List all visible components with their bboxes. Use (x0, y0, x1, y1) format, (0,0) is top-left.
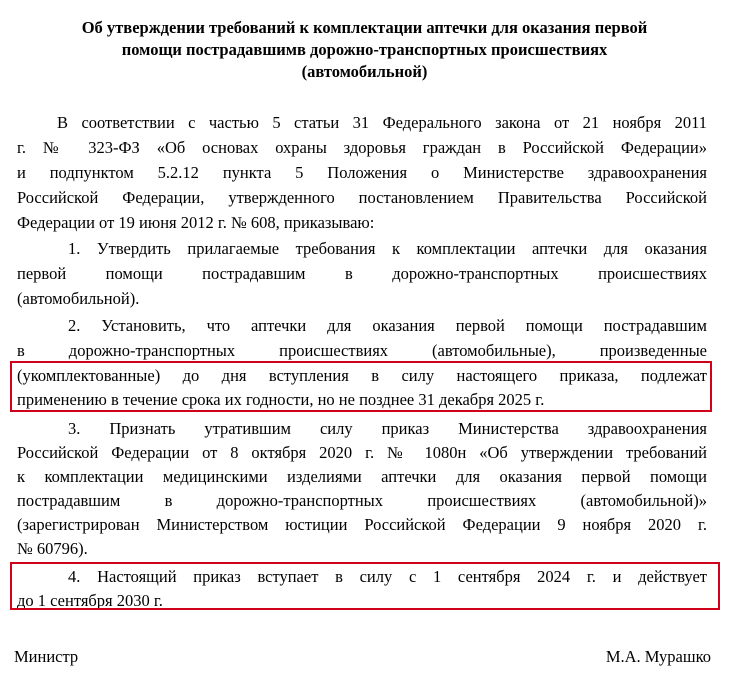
highlight-box-item2 (10, 361, 712, 412)
item3-line: пострадавшим в дорожно-транспортных происшествиях (автомобильной)» (17, 491, 707, 510)
title-line: (автомобильной) (301, 62, 428, 81)
item3-line: к комплектации медицинскими изделиями аптечки для оказания первой помощи (17, 467, 707, 486)
item1-line: (автомобильной). (17, 289, 140, 308)
item1-line: первой помощи пострадавшим в дорожно-транспортных происшествиях (17, 264, 707, 283)
signature-position: Министр (14, 647, 79, 666)
item2-line: в дорожно-транспортных происшествиях (автомобильные), произведенные (17, 341, 707, 360)
preamble-line: и подпунктом 5.2.12 пункта 5 Положения о Министерстве здравоохранения (17, 163, 707, 182)
item1-line: 1. Утвердить прилагаемые требования к комплектации аптечки для оказания (68, 239, 707, 258)
document-title (20, 17, 709, 83)
preamble-line: Российской Федерации, утвержденного постановлением Правительства Российской (17, 188, 707, 207)
item2-line: применению в течение срока их годности, но не позднее 31 декабря 2025 г. (17, 390, 545, 409)
title-line: помощи пострадавшимв дорожно-транспортных происшествиях (121, 40, 608, 59)
preamble-line: В соответствии с частью 5 статьи 31 Федерального закона от 21 ноября 2011 (57, 113, 707, 132)
item3-line: 3. Признать утратившим силу приказ Министерства здравоохранения (68, 419, 707, 438)
item3-line: № 60796). (17, 539, 88, 558)
highlight-box-item4 (10, 562, 720, 610)
preamble-line: г. № 323-ФЗ «Об основах охраны здоровья граждан в Российской Федерации» (17, 138, 707, 157)
item4-line: 4. Настоящий приказ вступает в силу с 1 сентября 2024 г. и действует (68, 567, 707, 586)
preamble-line: Федерации от 19 июня 2012 г. № 608, приказываю: (17, 213, 375, 232)
item2-line: 2. Установить, что аптечки для оказания первой помощи пострадавшим (68, 316, 707, 335)
item3-line: Российской Федерации от 8 октября 2020 г. № 1080н «Об утверждении требований (17, 443, 707, 462)
item3-line: (зарегистрирован Министерством юстиции Российской Федерации 9 ноября 2020 г. (17, 515, 707, 534)
title-line: Об утверждении требований к комплектации аптечки для оказания первой (81, 18, 648, 37)
item4-line: до 1 сентября 2030 г. (17, 591, 163, 610)
signature-name: М.А. Мурашко (605, 647, 711, 666)
item2-line: (укомплектованные) до дня вступления в силу настоящего приказа, подлежат (17, 366, 707, 385)
